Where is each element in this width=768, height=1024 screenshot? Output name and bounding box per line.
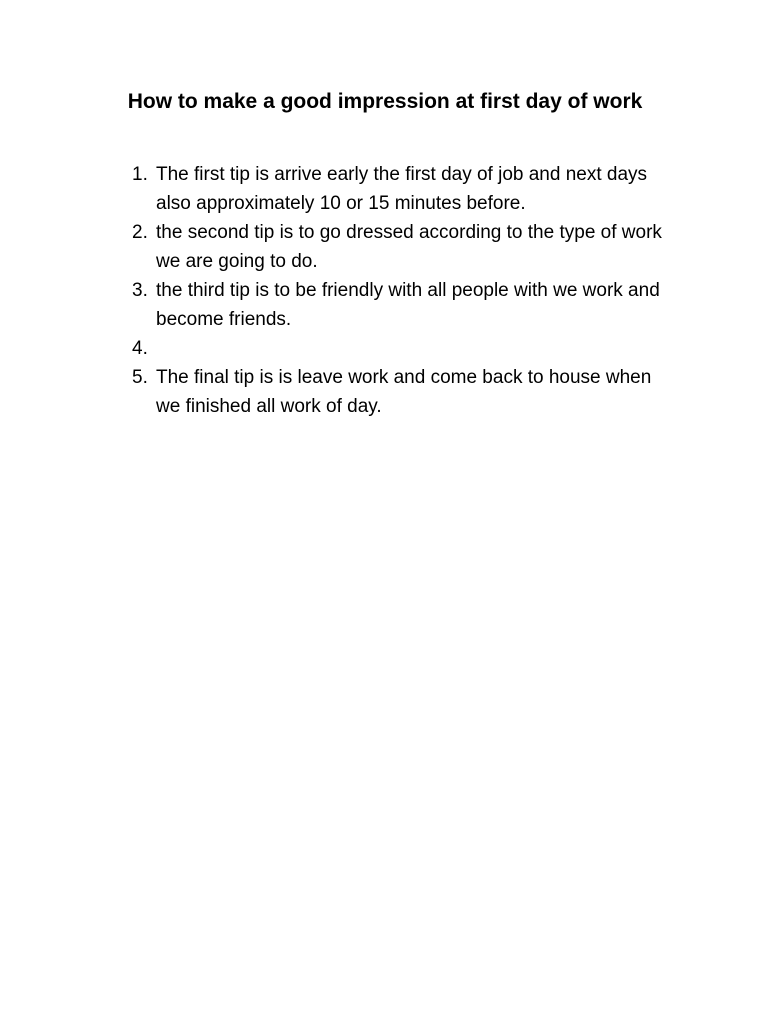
list-item-number: 2. <box>132 222 148 243</box>
list-item <box>132 218 672 276</box>
list-item <box>132 334 672 363</box>
list-item-text: The first tip is arrive early the first day of job and next days also approximately 10 or 15 minutes before. <box>156 164 648 214</box>
list-item-number: 3. <box>132 280 148 301</box>
list-item-text: the third tip is to be friendly with all people with we work and become friends. <box>156 280 660 330</box>
document-title: How to make a good impression at first day of work <box>127 90 643 113</box>
list-item <box>132 160 672 218</box>
list-item <box>132 363 672 421</box>
list-item-number: 5. <box>132 367 148 388</box>
tips-list <box>132 160 672 421</box>
list-item-text: The final tip is is leave work and come back to house when we finished all work of day. <box>156 367 652 417</box>
list-item-number: 4. <box>132 338 148 359</box>
list-item-number: 1. <box>132 164 148 185</box>
list-item <box>132 276 672 334</box>
list-item-text: the second tip is to go dressed according to the type of work we are going to do. <box>156 222 662 272</box>
list-item-text <box>156 334 672 363</box>
